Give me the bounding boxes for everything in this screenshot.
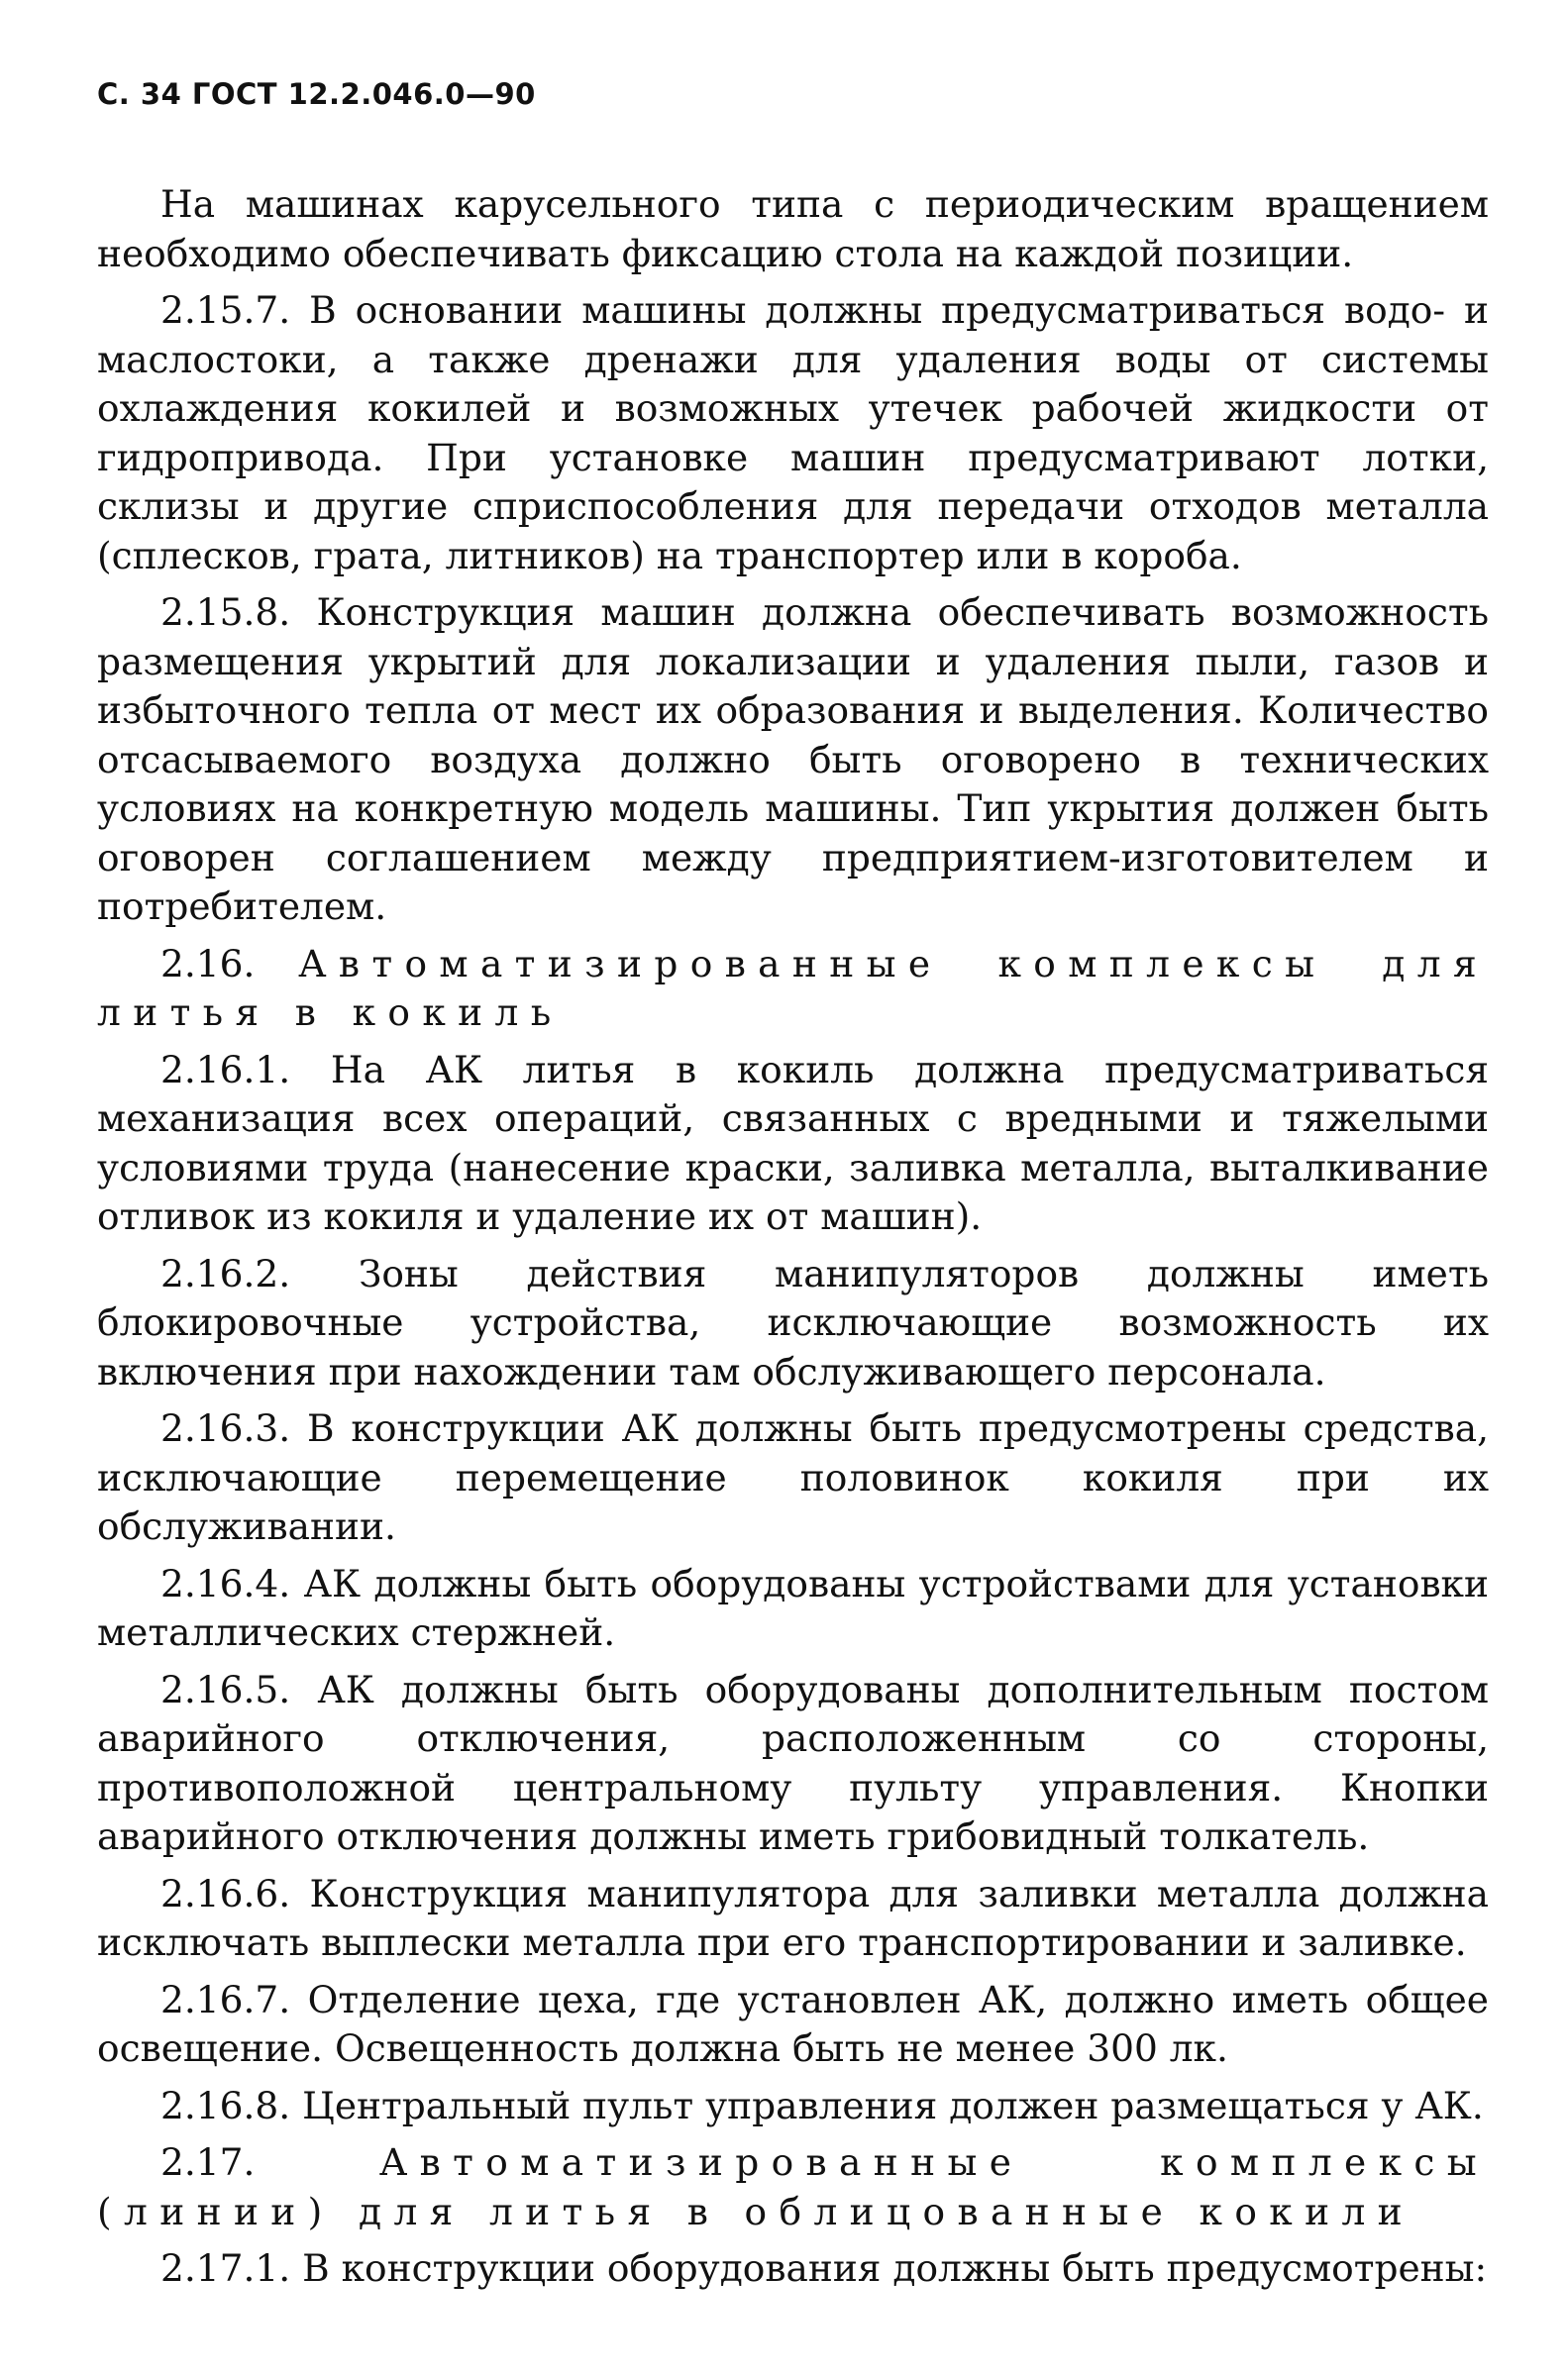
paragraph-text: Конструкция манипулятора для заливки металла должна исключать выплески металла при его транспортировании и заливке. (97, 1871, 1490, 1964)
paragraph-number: 2.16.6. (160, 1871, 291, 1915)
paragraph (97, 2244, 1489, 2294)
section-number: 2.16. (160, 941, 256, 985)
paragraph-number: 2.16.2. (160, 1251, 291, 1295)
paragraph-text: В конструкции оборудования должны быть предусмотрены: (302, 2246, 1488, 2290)
document-body (97, 180, 1489, 2294)
paragraph-number: 2.16.4. (160, 1561, 291, 1605)
paragraph (97, 1976, 1489, 2074)
paragraph-number: 2.15.7. (160, 288, 291, 332)
section-number: 2.17. (160, 2140, 256, 2184)
paragraph-number: 2.16.1. (160, 1047, 291, 1091)
paragraph-text: В конструкции АК должны быть предусмотрены средства, исключающие перемещение половинок кокиля при их обслуживании. (97, 1406, 1489, 1548)
page-header: С. 34 ГОСТ 12.2.046.0—90 (97, 77, 536, 111)
section-heading (97, 940, 1489, 1038)
section-title: Автоматизированные комплексы (линии) для литья в облицованные кокили (97, 2140, 1489, 2233)
paragraph-number: 2.16.7. (160, 1977, 291, 2021)
paragraph-text: АК должны быть оборудованы устройствами для установки металлических стержней. (97, 1561, 1489, 1654)
paragraph (97, 1560, 1489, 1658)
paragraph (97, 1250, 1489, 1397)
section-title: Автоматизированные комплексы для литья в кокиль (97, 941, 1490, 1034)
paragraph-number: 2.16.8. (160, 2083, 291, 2127)
paragraph (97, 1666, 1489, 1862)
paragraph (97, 2082, 1489, 2131)
paragraph-number: 2.15.8. (160, 590, 291, 634)
paragraph-text: В основании машины должны предусматриваться водо- и маслостоки, а также дренажи для удаления воды от системы охлаждения кокилей и возможных утечек рабочей жидкости от гидропривода. При установке машин предусматривают лотки, склизы и другие сприспособления для передачи отходов металла (сплесков, грата, литников) на транспортер или в короба. (97, 288, 1489, 577)
paragraph-number: 2.16.5. (160, 1667, 291, 1711)
paragraph (97, 180, 1489, 278)
paragraph-text: Зоны действия манипуляторов должны иметь блокировочные устройства, исключающие возможность их включения при нахождении там обслуживающего персонала. (97, 1251, 1489, 1394)
paragraph-text: АК должны быть оборудованы дополнительным постом аварийного отключения, расположенным со стороны, противоположной центральному пульту управления. Кнопки аварийного отключения должны иметь грибовидный толкатель. (97, 1667, 1489, 1858)
section-heading (97, 2138, 1489, 2236)
paragraph (97, 286, 1489, 580)
paragraph-text: Конструкция машин должна обеспечивать возможность размещения укрытий для локализации и удаления пыли, газов и избыточного тепла от мест их образования и выделения. Количество отсасываемого воздуха должно быть оговорено в технических условиях на конкретную модель машины. Тип укрытия должен быть оговорен соглашением между предприятием-изготовителем и потребителем. (97, 590, 1489, 928)
paragraph-number: 2.16.3. (160, 1406, 291, 1450)
paragraph-text: Центральный пульт управления должен размещаться у АК. (302, 2083, 1484, 2127)
paragraph-text: Отделение цеха, где установлен АК, должно иметь общее освещение. Освещенность должна быть не менее 300 лк. (97, 1977, 1489, 2070)
paragraph-text: На машинах карусельного типа с периодическим вращением необходимо обеспечивать фиксацию стола на каждой позиции. (97, 182, 1489, 275)
paragraph (97, 1404, 1489, 1552)
paragraph (97, 1870, 1489, 1968)
paragraph-text: На АК литья в кокиль должна предусматриваться механизация всех операций, связанных с вредными и тяжелыми условиями труда (нанесение краски, заливка металла, выталкивание отливок из кокиля и удаление их от машин). (97, 1047, 1490, 1238)
paragraph (97, 588, 1489, 932)
paragraph (97, 1046, 1489, 1242)
paragraph-number: 2.17.1. (160, 2246, 291, 2290)
